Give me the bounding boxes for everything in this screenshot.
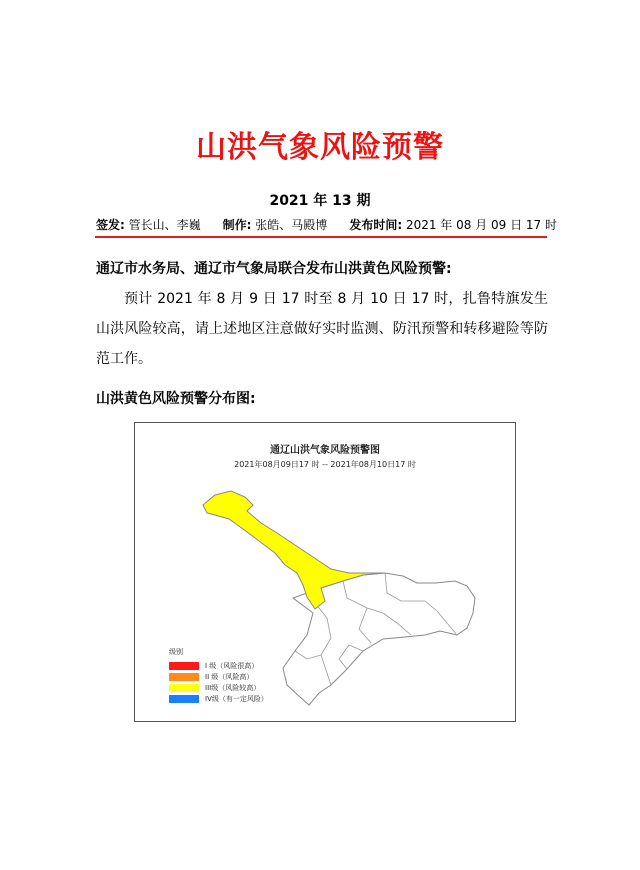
legend-swatch <box>169 695 199 703</box>
legend-title: 级别 <box>169 648 183 656</box>
producer-group <box>223 216 328 233</box>
legend-label: I 级（风险很高） <box>205 662 259 670</box>
legend-item-level-2 <box>169 672 268 682</box>
document-title: 山洪气象风险预警 <box>196 130 444 165</box>
warning-paragraph: 预计 2021 年 8 月 9 日 17 时至 8 月 10 日 17 时，扎鲁特旗发生山洪风险较高，请上述地区注意做好实时监测、防汛预警和转移避险等防范工作。 <box>96 291 548 367</box>
lead-statement: 通辽市水务局、通辽市气象局联合发布山洪黄色风险预警: <box>96 261 452 277</box>
map-heading: 山洪黄色风险预警分布图: <box>96 391 256 407</box>
legend-item-level-3 <box>169 683 268 693</box>
map-legend <box>169 647 268 705</box>
producer-names: 张皓、马殿博 <box>255 218 328 232</box>
legend-label: III级（风险较高） <box>205 684 261 692</box>
producer-label: 制作: <box>222 218 252 232</box>
legend-label: IV级（有一定风险） <box>205 695 268 703</box>
meta-line <box>96 216 558 233</box>
release-label: 发布时间: <box>349 218 403 232</box>
map-time-range: 2021年08月09日17 时 -- 2021年08月10日17 时 <box>234 460 416 469</box>
header-divider <box>95 236 547 238</box>
legend-label: II 级（风险高） <box>205 673 254 681</box>
signer-label: 签发: <box>96 218 125 232</box>
legend-item-level-1 <box>169 661 268 671</box>
map-title: 通辽山洪气象风险预警图 <box>270 445 380 456</box>
issue-number: 2021 年 13 期 <box>269 193 371 209</box>
signer-group <box>96 216 201 233</box>
release-group <box>349 216 557 233</box>
legend-item-level-4 <box>169 694 268 704</box>
legend-swatch <box>169 673 199 681</box>
legend-swatch <box>169 662 199 670</box>
warning-map <box>134 422 516 722</box>
release-time: 2021 年 08 月 09 日 17 时 <box>405 218 558 232</box>
legend-swatch <box>169 684 199 692</box>
signer-names: 管长山、李巍 <box>128 218 201 232</box>
